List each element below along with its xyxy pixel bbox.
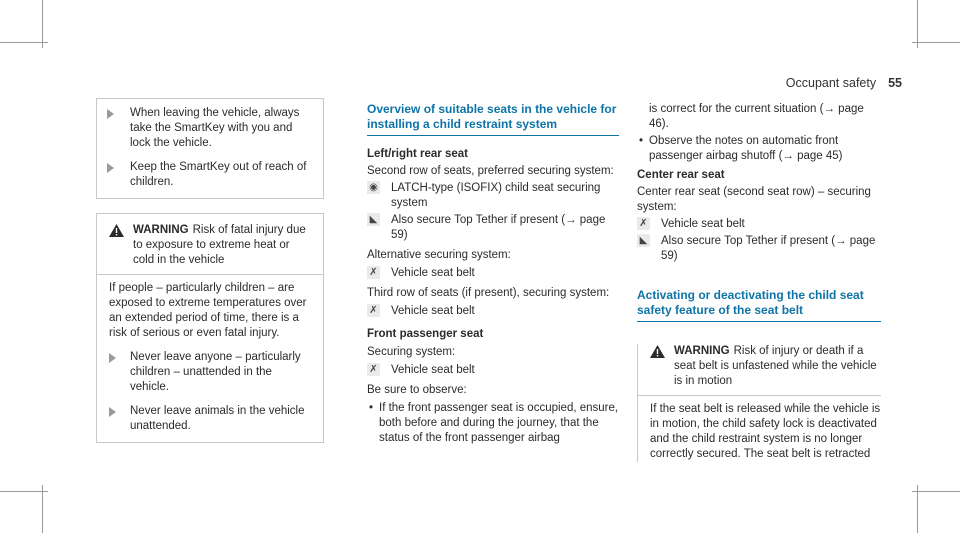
warning-heading bbox=[109, 223, 311, 268]
top-tether-icon: ◣ bbox=[637, 234, 650, 247]
crop-mark bbox=[917, 485, 918, 533]
list-item: Never leave anyone – particularly children – unattended in the vehicle. bbox=[109, 350, 311, 395]
list-item: ✗ Vehicle seat belt bbox=[367, 266, 619, 281]
crop-mark bbox=[42, 485, 43, 533]
crop-mark bbox=[912, 491, 960, 492]
bullet-arrow-icon bbox=[109, 353, 116, 363]
list-item: ◣ Also secure Top Tether if present (→ page 59) bbox=[637, 234, 881, 264]
section-title: Overview of suitable seats in the vehicle for installing a child restraint system bbox=[367, 102, 619, 136]
warning-title: Risk of injury or death if a seat belt is unfastened while the vehicle is in motion bbox=[674, 345, 877, 387]
bullet-arrow-icon bbox=[107, 163, 114, 173]
section-title: Activating or deactivating the child seat safety feature of the seat belt bbox=[637, 288, 881, 322]
list-item: ✗ Vehicle seat belt bbox=[367, 363, 619, 378]
subheading: Front passenger seat bbox=[367, 328, 484, 340]
warning-box bbox=[96, 214, 324, 443]
paragraph: Second row of seats, preferred securing system: bbox=[367, 165, 614, 177]
warning-triangle-icon bbox=[109, 224, 124, 237]
paragraph: Securing system: bbox=[367, 346, 456, 358]
warning-body: If the seat belt is released while the vehicle is in motion, the child safety lock is deactivated and the child restraint system is no longer correctly secured. The seat belt is retracted bbox=[650, 403, 881, 460]
crop-mark bbox=[912, 42, 960, 43]
seat-belt-icon: ✗ bbox=[637, 217, 650, 230]
crop-mark bbox=[0, 491, 48, 492]
paragraph: Center rear seat (second seat row) – securing system: bbox=[637, 186, 871, 213]
paragraph: Alternative securing system: bbox=[367, 249, 511, 261]
list-item: • Observe the notes on automatic front passenger airbag shutoff (→ page 45) bbox=[637, 134, 881, 164]
list-item: Never leave animals in the vehicle unattended. bbox=[109, 404, 311, 434]
left-column bbox=[96, 98, 324, 443]
right-column bbox=[637, 102, 881, 462]
warning-title: Risk of fatal injury due to exposure to extreme heat or cold in the vehicle bbox=[133, 224, 306, 266]
seat-belt-icon: ✗ bbox=[367, 266, 380, 279]
page-number: 55 bbox=[888, 76, 902, 90]
warning-triangle-icon bbox=[650, 345, 665, 358]
middle-column bbox=[367, 102, 619, 446]
isofix-icon: ◉ bbox=[367, 181, 380, 194]
list-item: Keep the SmartKey out of reach of children. bbox=[97, 160, 323, 190]
list-item: • If the front passenger seat is occupied, ensure, both before and during the journey, that the status of the front passenger airbag bbox=[367, 401, 619, 446]
paragraph: Third row of seats (if present), securing system: bbox=[367, 287, 610, 299]
list-item: ✗ Vehicle seat belt bbox=[637, 217, 881, 232]
list-item: ◣ Also secure Top Tether if present (→ page 59) bbox=[367, 213, 619, 243]
top-tether-icon: ◣ bbox=[367, 213, 380, 226]
header-title: Occupant safety bbox=[785, 76, 877, 90]
seat-belt-icon: ✗ bbox=[367, 304, 380, 317]
list-item: When leaving the vehicle, always take the SmartKey with you and lock the vehicle. bbox=[97, 106, 323, 151]
crop-mark bbox=[0, 42, 48, 43]
seat-belt-icon: ✗ bbox=[367, 363, 380, 376]
running-header bbox=[786, 76, 902, 90]
subheading: Left/right rear seat bbox=[367, 148, 468, 160]
crop-mark bbox=[42, 0, 43, 48]
paragraph: Be sure to observe: bbox=[367, 384, 467, 396]
bullet-arrow-icon bbox=[107, 109, 114, 119]
list-item: ✗ Vehicle seat belt bbox=[367, 304, 619, 319]
warning-label: WARNING bbox=[674, 345, 730, 357]
bullet-arrow-icon bbox=[109, 407, 116, 417]
warning-heading bbox=[650, 344, 881, 389]
warning-label: WARNING bbox=[133, 224, 189, 236]
warning-body: If people – particularly children – are exposed to extreme temperatures over an extended period of time, there is a risk of serious or even fatal injury. bbox=[109, 282, 307, 339]
warning-box bbox=[637, 344, 881, 462]
crop-mark bbox=[917, 0, 918, 48]
list-item: ◉ LATCH-type (ISOFIX) child seat securing system bbox=[367, 181, 619, 211]
list-item-continued: is correct for the current situation (→ page 46). bbox=[649, 103, 864, 130]
subheading: Center rear seat bbox=[637, 169, 725, 181]
